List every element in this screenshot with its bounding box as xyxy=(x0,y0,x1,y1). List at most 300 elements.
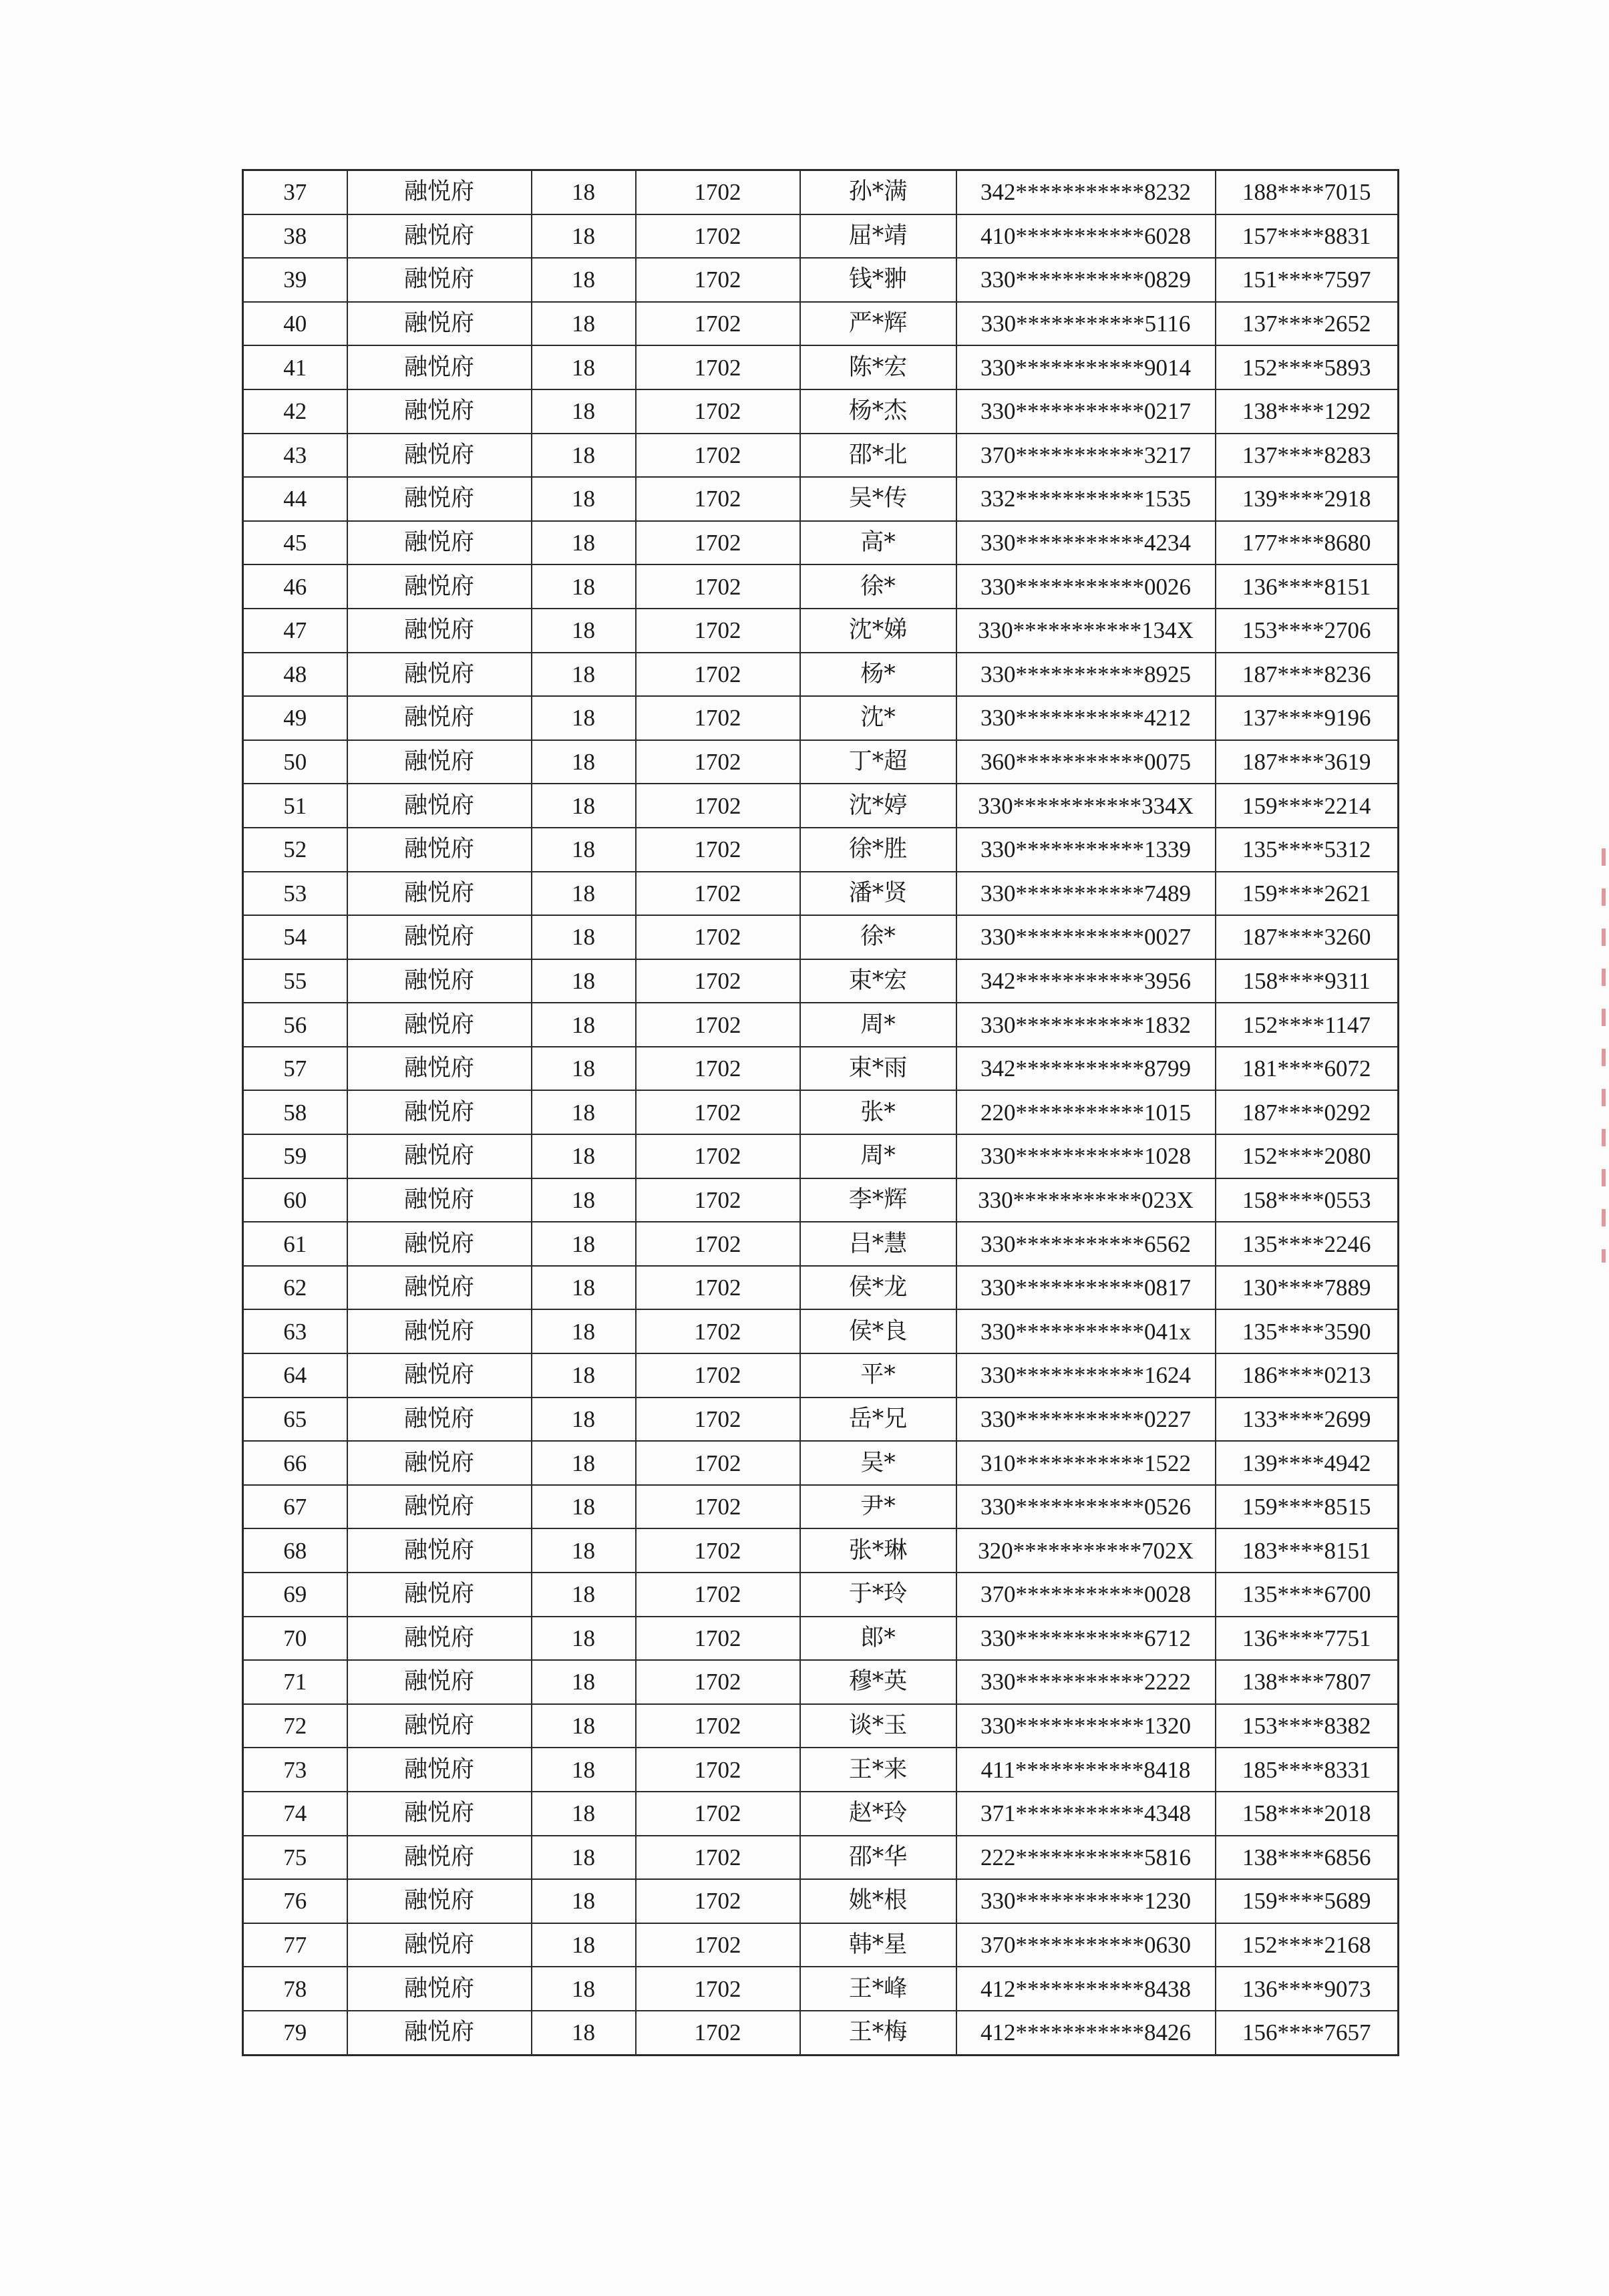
purchaser-name-cell: 吴* xyxy=(800,1441,956,1485)
building-number-cell: 18 xyxy=(532,521,636,565)
purchaser-name-cell: 邵*北 xyxy=(800,434,956,478)
purchaser-name-cell: 钱*翀 xyxy=(800,258,956,302)
building-number-cell: 18 xyxy=(532,258,636,302)
building-number-cell: 18 xyxy=(532,784,636,828)
room-number-cell: 1702 xyxy=(636,564,800,609)
building-number-cell: 18 xyxy=(532,345,636,389)
id-number-cell: 330***********334X xyxy=(956,784,1216,828)
row-number-cell: 52 xyxy=(243,828,347,872)
phone-number-cell: 158****0553 xyxy=(1216,1178,1399,1222)
project-name-cell: 融悦府 xyxy=(347,1923,532,1967)
id-number-cell: 330***********4212 xyxy=(956,696,1216,740)
project-name-cell: 融悦府 xyxy=(347,1660,532,1704)
edge-stamp-mark xyxy=(1602,848,1606,1263)
building-number-cell: 18 xyxy=(532,609,636,653)
table-row xyxy=(243,1836,1399,1880)
phone-number-cell: 138****6856 xyxy=(1216,1836,1399,1880)
table-row xyxy=(243,1398,1399,1442)
purchaser-name-cell: 姚*根 xyxy=(800,1879,956,1923)
room-number-cell: 1702 xyxy=(636,302,800,346)
room-number-cell: 1702 xyxy=(636,959,800,1003)
project-name-cell: 融悦府 xyxy=(347,1003,532,1047)
table-row xyxy=(243,696,1399,740)
project-name-cell: 融悦府 xyxy=(347,872,532,916)
purchaser-name-cell: 尹* xyxy=(800,1485,956,1529)
row-number-cell: 53 xyxy=(243,872,347,916)
row-number-cell: 68 xyxy=(243,1528,347,1573)
room-number-cell: 1702 xyxy=(636,1047,800,1091)
purchaser-name-cell: 周* xyxy=(800,1134,956,1178)
table-row xyxy=(243,302,1399,346)
phone-number-cell: 181****6072 xyxy=(1216,1047,1399,1091)
project-name-cell: 融悦府 xyxy=(347,1178,532,1222)
phone-number-cell: 137****2652 xyxy=(1216,302,1399,346)
row-number-cell: 51 xyxy=(243,784,347,828)
table-row xyxy=(243,1617,1399,1661)
phone-number-cell: 159****5689 xyxy=(1216,1879,1399,1923)
id-number-cell: 330***********0526 xyxy=(956,1485,1216,1529)
row-number-cell: 66 xyxy=(243,1441,347,1485)
table-row xyxy=(243,389,1399,434)
purchaser-name-cell: 杨* xyxy=(800,653,956,697)
project-name-cell: 融悦府 xyxy=(347,1134,532,1178)
purchaser-name-cell: 王*来 xyxy=(800,1748,956,1792)
purchaser-name-cell: 孙*满 xyxy=(800,170,956,214)
phone-number-cell: 159****8515 xyxy=(1216,1485,1399,1529)
phone-number-cell: 135****6700 xyxy=(1216,1573,1399,1617)
purchaser-name-cell: 陈*宏 xyxy=(800,345,956,389)
project-name-cell: 融悦府 xyxy=(347,1353,532,1398)
row-number-cell: 42 xyxy=(243,389,347,434)
purchaser-name-cell: 潘*贤 xyxy=(800,872,956,916)
building-number-cell: 18 xyxy=(532,302,636,346)
table-row xyxy=(243,1660,1399,1704)
building-number-cell: 18 xyxy=(532,959,636,1003)
project-name-cell: 融悦府 xyxy=(347,1266,532,1310)
table-row xyxy=(243,1353,1399,1398)
room-number-cell: 1702 xyxy=(636,2011,800,2055)
table-row xyxy=(243,1704,1399,1748)
building-number-cell: 18 xyxy=(532,1748,636,1792)
room-number-cell: 1702 xyxy=(636,1923,800,1967)
table-row xyxy=(243,1573,1399,1617)
purchaser-name-cell: 谈*玉 xyxy=(800,1704,956,1748)
room-number-cell: 1702 xyxy=(636,1003,800,1047)
room-number-cell: 1702 xyxy=(636,1836,800,1880)
id-number-cell: 330***********0026 xyxy=(956,564,1216,609)
project-name-cell: 融悦府 xyxy=(347,345,532,389)
row-number-cell: 59 xyxy=(243,1134,347,1178)
table-row xyxy=(243,2011,1399,2055)
id-number-cell: 411***********8418 xyxy=(956,1748,1216,1792)
table-row xyxy=(243,740,1399,784)
row-number-cell: 72 xyxy=(243,1704,347,1748)
row-number-cell: 61 xyxy=(243,1222,347,1266)
table-row xyxy=(243,1923,1399,1967)
row-number-cell: 60 xyxy=(243,1178,347,1222)
phone-number-cell: 151****7597 xyxy=(1216,258,1399,302)
building-number-cell: 18 xyxy=(532,389,636,434)
phone-number-cell: 188****7015 xyxy=(1216,170,1399,214)
room-number-cell: 1702 xyxy=(636,653,800,697)
purchaser-name-cell: 吴*传 xyxy=(800,477,956,521)
building-number-cell: 18 xyxy=(532,564,636,609)
id-number-cell: 332***********1535 xyxy=(956,477,1216,521)
purchaser-name-cell: 沈* xyxy=(800,696,956,740)
roster-table xyxy=(242,169,1399,2056)
id-number-cell: 330***********0217 xyxy=(956,389,1216,434)
row-number-cell: 45 xyxy=(243,521,347,565)
room-number-cell: 1702 xyxy=(636,1309,800,1353)
row-number-cell: 58 xyxy=(243,1090,347,1134)
building-number-cell: 18 xyxy=(532,1353,636,1398)
purchaser-name-cell: 丁*超 xyxy=(800,740,956,784)
table-row xyxy=(243,1266,1399,1310)
project-name-cell: 融悦府 xyxy=(347,564,532,609)
room-number-cell: 1702 xyxy=(636,828,800,872)
phone-number-cell: 156****7657 xyxy=(1216,2011,1399,2055)
building-number-cell: 18 xyxy=(532,1222,636,1266)
project-name-cell: 融悦府 xyxy=(347,828,532,872)
building-number-cell: 18 xyxy=(532,1309,636,1353)
project-name-cell: 融悦府 xyxy=(347,1309,532,1353)
phone-number-cell: 152****2080 xyxy=(1216,1134,1399,1178)
purchaser-name-cell: 张* xyxy=(800,1090,956,1134)
row-number-cell: 65 xyxy=(243,1398,347,1442)
building-number-cell: 18 xyxy=(532,1660,636,1704)
room-number-cell: 1702 xyxy=(636,1617,800,1661)
id-number-cell: 222***********5816 xyxy=(956,1836,1216,1880)
id-number-cell: 330***********4234 xyxy=(956,521,1216,565)
purchaser-name-cell: 杨*杰 xyxy=(800,389,956,434)
phone-number-cell: 130****7889 xyxy=(1216,1266,1399,1310)
room-number-cell: 1702 xyxy=(636,477,800,521)
id-number-cell: 330***********2222 xyxy=(956,1660,1216,1704)
building-number-cell: 18 xyxy=(532,1967,636,2011)
table-row xyxy=(243,1047,1399,1091)
room-number-cell: 1702 xyxy=(636,1879,800,1923)
id-number-cell: 330***********1028 xyxy=(956,1134,1216,1178)
table-row xyxy=(243,1748,1399,1792)
project-name-cell: 融悦府 xyxy=(347,434,532,478)
project-name-cell: 融悦府 xyxy=(347,1090,532,1134)
project-name-cell: 融悦府 xyxy=(347,1222,532,1266)
purchaser-name-cell: 侯*龙 xyxy=(800,1266,956,1310)
table-row xyxy=(243,1967,1399,2011)
phone-number-cell: 136****9073 xyxy=(1216,1967,1399,2011)
room-number-cell: 1702 xyxy=(636,1398,800,1442)
table-row xyxy=(243,214,1399,259)
building-number-cell: 18 xyxy=(532,1792,636,1836)
building-number-cell: 18 xyxy=(532,1573,636,1617)
row-number-cell: 75 xyxy=(243,1836,347,1880)
table-row xyxy=(243,1003,1399,1047)
purchaser-name-cell: 束*宏 xyxy=(800,959,956,1003)
table-row xyxy=(243,1090,1399,1134)
row-number-cell: 76 xyxy=(243,1879,347,1923)
building-number-cell: 18 xyxy=(532,872,636,916)
id-number-cell: 342***********3956 xyxy=(956,959,1216,1003)
phone-number-cell: 136****7751 xyxy=(1216,1617,1399,1661)
building-number-cell: 18 xyxy=(532,1485,636,1529)
row-number-cell: 40 xyxy=(243,302,347,346)
purchaser-name-cell: 穆*英 xyxy=(800,1660,956,1704)
row-number-cell: 54 xyxy=(243,915,347,959)
row-number-cell: 49 xyxy=(243,696,347,740)
row-number-cell: 44 xyxy=(243,477,347,521)
row-number-cell: 71 xyxy=(243,1660,347,1704)
roster-table-body xyxy=(243,170,1399,2056)
building-number-cell: 18 xyxy=(532,214,636,259)
id-number-cell: 330***********134X xyxy=(956,609,1216,653)
project-name-cell: 融悦府 xyxy=(347,784,532,828)
building-number-cell: 18 xyxy=(532,1398,636,1442)
phone-number-cell: 139****2918 xyxy=(1216,477,1399,521)
building-number-cell: 18 xyxy=(532,1836,636,1880)
id-number-cell: 330***********1339 xyxy=(956,828,1216,872)
project-name-cell: 融悦府 xyxy=(347,1573,532,1617)
phone-number-cell: 187****0292 xyxy=(1216,1090,1399,1134)
purchaser-name-cell: 韩*星 xyxy=(800,1923,956,1967)
building-number-cell: 18 xyxy=(532,1003,636,1047)
row-number-cell: 55 xyxy=(243,959,347,1003)
room-number-cell: 1702 xyxy=(636,1266,800,1310)
room-number-cell: 1702 xyxy=(636,1222,800,1266)
building-number-cell: 18 xyxy=(532,1266,636,1310)
room-number-cell: 1702 xyxy=(636,258,800,302)
phone-number-cell: 158****9311 xyxy=(1216,959,1399,1003)
id-number-cell: 342***********8232 xyxy=(956,170,1216,214)
purchaser-name-cell: 屈*靖 xyxy=(800,214,956,259)
room-number-cell: 1702 xyxy=(636,696,800,740)
id-number-cell: 330***********023X xyxy=(956,1178,1216,1222)
table-row xyxy=(243,959,1399,1003)
id-number-cell: 360***********0075 xyxy=(956,740,1216,784)
phone-number-cell: 152****2168 xyxy=(1216,1923,1399,1967)
id-number-cell: 330***********041x xyxy=(956,1309,1216,1353)
building-number-cell: 18 xyxy=(532,828,636,872)
purchaser-name-cell: 沈*娣 xyxy=(800,609,956,653)
id-number-cell: 330***********5116 xyxy=(956,302,1216,346)
id-number-cell: 330***********0829 xyxy=(956,258,1216,302)
room-number-cell: 1702 xyxy=(636,609,800,653)
row-number-cell: 69 xyxy=(243,1573,347,1617)
purchaser-name-cell: 严*辉 xyxy=(800,302,956,346)
project-name-cell: 融悦府 xyxy=(347,915,532,959)
project-name-cell: 融悦府 xyxy=(347,1792,532,1836)
project-name-cell: 融悦府 xyxy=(347,214,532,259)
phone-number-cell: 138****7807 xyxy=(1216,1660,1399,1704)
id-number-cell: 330***********1320 xyxy=(956,1704,1216,1748)
table-row xyxy=(243,521,1399,565)
project-name-cell: 融悦府 xyxy=(347,1617,532,1661)
room-number-cell: 1702 xyxy=(636,784,800,828)
id-number-cell: 412***********8438 xyxy=(956,1967,1216,2011)
purchaser-name-cell: 徐* xyxy=(800,915,956,959)
purchaser-name-cell: 于*玲 xyxy=(800,1573,956,1617)
project-name-cell: 融悦府 xyxy=(347,258,532,302)
row-number-cell: 37 xyxy=(243,170,347,214)
phone-number-cell: 185****8331 xyxy=(1216,1748,1399,1792)
room-number-cell: 1702 xyxy=(636,345,800,389)
id-number-cell: 410***********6028 xyxy=(956,214,1216,259)
row-number-cell: 38 xyxy=(243,214,347,259)
table-row xyxy=(243,434,1399,478)
row-number-cell: 43 xyxy=(243,434,347,478)
building-number-cell: 18 xyxy=(532,653,636,697)
table-row xyxy=(243,258,1399,302)
phone-number-cell: 153****8382 xyxy=(1216,1704,1399,1748)
phone-number-cell: 177****8680 xyxy=(1216,521,1399,565)
building-number-cell: 18 xyxy=(532,1134,636,1178)
id-number-cell: 330***********1230 xyxy=(956,1879,1216,1923)
id-number-cell: 371***********4348 xyxy=(956,1792,1216,1836)
row-number-cell: 78 xyxy=(243,1967,347,2011)
purchaser-name-cell: 徐*胜 xyxy=(800,828,956,872)
id-number-cell: 330***********9014 xyxy=(956,345,1216,389)
table-row xyxy=(243,1528,1399,1573)
room-number-cell: 1702 xyxy=(636,740,800,784)
room-number-cell: 1702 xyxy=(636,1573,800,1617)
room-number-cell: 1702 xyxy=(636,1134,800,1178)
phone-number-cell: 152****5893 xyxy=(1216,345,1399,389)
room-number-cell: 1702 xyxy=(636,872,800,916)
building-number-cell: 18 xyxy=(532,740,636,784)
table-row xyxy=(243,1134,1399,1178)
table-row xyxy=(243,1485,1399,1529)
row-number-cell: 79 xyxy=(243,2011,347,2055)
room-number-cell: 1702 xyxy=(636,1090,800,1134)
project-name-cell: 融悦府 xyxy=(347,477,532,521)
table-row xyxy=(243,1879,1399,1923)
table-row xyxy=(243,872,1399,916)
id-number-cell: 320***********702X xyxy=(956,1528,1216,1573)
project-name-cell: 融悦府 xyxy=(347,1967,532,2011)
building-number-cell: 18 xyxy=(532,1704,636,1748)
room-number-cell: 1702 xyxy=(636,389,800,434)
project-name-cell: 融悦府 xyxy=(347,170,532,214)
table-row xyxy=(243,345,1399,389)
project-name-cell: 融悦府 xyxy=(347,1398,532,1442)
id-number-cell: 370***********0028 xyxy=(956,1573,1216,1617)
project-name-cell: 融悦府 xyxy=(347,609,532,653)
purchaser-name-cell: 郎* xyxy=(800,1617,956,1661)
phone-number-cell: 139****4942 xyxy=(1216,1441,1399,1485)
building-number-cell: 18 xyxy=(532,1441,636,1485)
table-row xyxy=(243,784,1399,828)
phone-number-cell: 187****3619 xyxy=(1216,740,1399,784)
row-number-cell: 70 xyxy=(243,1617,347,1661)
table-row xyxy=(243,1792,1399,1836)
row-number-cell: 64 xyxy=(243,1353,347,1398)
phone-number-cell: 157****8831 xyxy=(1216,214,1399,259)
room-number-cell: 1702 xyxy=(636,1441,800,1485)
purchaser-name-cell: 张*琳 xyxy=(800,1528,956,1573)
room-number-cell: 1702 xyxy=(636,915,800,959)
table-row xyxy=(243,1222,1399,1266)
room-number-cell: 1702 xyxy=(636,1748,800,1792)
table-row xyxy=(243,609,1399,653)
phone-number-cell: 158****2018 xyxy=(1216,1792,1399,1836)
room-number-cell: 1702 xyxy=(636,521,800,565)
row-number-cell: 48 xyxy=(243,653,347,697)
table-row xyxy=(243,828,1399,872)
purchaser-name-cell: 邵*华 xyxy=(800,1836,956,1880)
building-number-cell: 18 xyxy=(532,696,636,740)
room-number-cell: 1702 xyxy=(636,1792,800,1836)
row-number-cell: 73 xyxy=(243,1748,347,1792)
id-number-cell: 330***********7489 xyxy=(956,872,1216,916)
phone-number-cell: 136****8151 xyxy=(1216,564,1399,609)
row-number-cell: 62 xyxy=(243,1266,347,1310)
table-row xyxy=(243,653,1399,697)
purchaser-name-cell: 岳*兄 xyxy=(800,1398,956,1442)
building-number-cell: 18 xyxy=(532,434,636,478)
project-name-cell: 融悦府 xyxy=(347,653,532,697)
purchaser-name-cell: 徐* xyxy=(800,564,956,609)
row-number-cell: 39 xyxy=(243,258,347,302)
phone-number-cell: 159****2214 xyxy=(1216,784,1399,828)
id-number-cell: 330***********6712 xyxy=(956,1617,1216,1661)
phone-number-cell: 186****0213 xyxy=(1216,1353,1399,1398)
building-number-cell: 18 xyxy=(532,915,636,959)
row-number-cell: 63 xyxy=(243,1309,347,1353)
room-number-cell: 1702 xyxy=(636,1353,800,1398)
purchaser-name-cell: 高* xyxy=(800,521,956,565)
row-number-cell: 77 xyxy=(243,1923,347,1967)
purchaser-name-cell: 王*峰 xyxy=(800,1967,956,2011)
purchaser-name-cell: 赵*玲 xyxy=(800,1792,956,1836)
id-number-cell: 220***********1015 xyxy=(956,1090,1216,1134)
project-name-cell: 融悦府 xyxy=(347,1748,532,1792)
table-row xyxy=(243,564,1399,609)
project-name-cell: 融悦府 xyxy=(347,696,532,740)
id-number-cell: 310***********1522 xyxy=(956,1441,1216,1485)
room-number-cell: 1702 xyxy=(636,434,800,478)
building-number-cell: 18 xyxy=(532,1879,636,1923)
purchaser-name-cell: 束*雨 xyxy=(800,1047,956,1091)
purchaser-name-cell: 吕*慧 xyxy=(800,1222,956,1266)
purchaser-name-cell: 沈*婷 xyxy=(800,784,956,828)
row-number-cell: 74 xyxy=(243,1792,347,1836)
purchaser-name-cell: 王*梅 xyxy=(800,2011,956,2055)
phone-number-cell: 159****2621 xyxy=(1216,872,1399,916)
building-number-cell: 18 xyxy=(532,1528,636,1573)
building-number-cell: 18 xyxy=(532,477,636,521)
project-name-cell: 融悦府 xyxy=(347,1047,532,1091)
room-number-cell: 1702 xyxy=(636,1967,800,2011)
phone-number-cell: 187****8236 xyxy=(1216,653,1399,697)
project-name-cell: 融悦府 xyxy=(347,389,532,434)
project-name-cell: 融悦府 xyxy=(347,1704,532,1748)
room-number-cell: 1702 xyxy=(636,1485,800,1529)
row-number-cell: 41 xyxy=(243,345,347,389)
phone-number-cell: 137****8283 xyxy=(1216,434,1399,478)
project-name-cell: 融悦府 xyxy=(347,1441,532,1485)
table-row xyxy=(243,170,1399,214)
phone-number-cell: 137****9196 xyxy=(1216,696,1399,740)
row-number-cell: 50 xyxy=(243,740,347,784)
id-number-cell: 370***********0630 xyxy=(956,1923,1216,1967)
id-number-cell: 330***********6562 xyxy=(956,1222,1216,1266)
building-number-cell: 18 xyxy=(532,170,636,214)
phone-number-cell: 135****2246 xyxy=(1216,1222,1399,1266)
room-number-cell: 1702 xyxy=(636,1178,800,1222)
row-number-cell: 57 xyxy=(243,1047,347,1091)
room-number-cell: 1702 xyxy=(636,1704,800,1748)
building-number-cell: 18 xyxy=(532,1617,636,1661)
id-number-cell: 330***********8925 xyxy=(956,653,1216,697)
